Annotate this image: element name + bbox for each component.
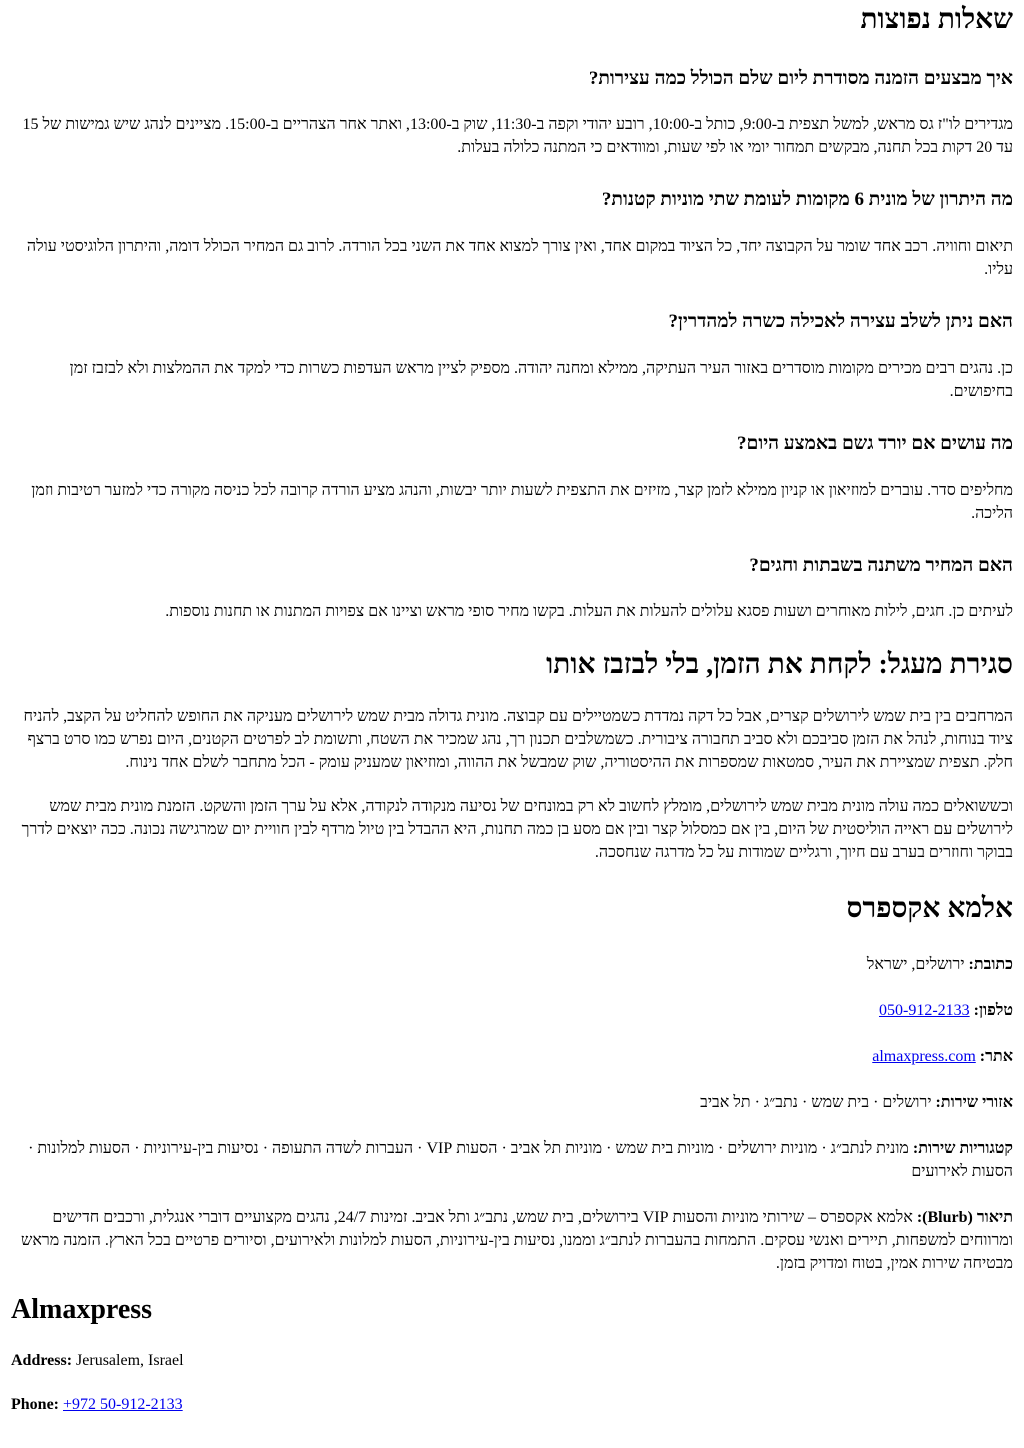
faq-question-3: האם ניתן לשלב עצירה לאכילה כשרה למהדרין?: [668, 311, 1013, 333]
company-en-phone: [11, 1393, 1013, 1416]
company-en-address: [11, 1349, 1013, 1372]
closing-paragraph-1: המרחבים בין בית שמש לירושלים קצרים, אבל כל דקה נמדדת כשמטיילים עם קבוצה. מונית גדולה מבית שמש לירושלים מעניקה את החופש להחליט על הקצב, להניח ציוד בנוחות, לנהל את הזמן סביבכם ולא סביב תחבורה ציבורית. כשמשלבים תכנון רך, נהג שמכיר את השטח, ותשומת לב לפרטים הקטנים, היום נפרש כמו סרט ברצף חלק. תצפית שמציירת את העיר, סמטאות שמספרות את ההיסטוריה, שוק שמבשל את ההווה, ומוזיאון שמעניק עומק - הכל מתחבר לשלם אחד נינוח.: [23, 707, 1013, 771]
areas-value: ירושלים · בית שמש · נתב״ג · תל אביב: [700, 1093, 932, 1111]
faq-answer-5: לעיתים כן. חגים, לילות מאוחרים ושעות פסגא עלולים להעלות את העלות. בקשו מחיר סופי מראש וציינו אם צפויות המתנות או תחנות נוספות.: [165, 603, 1013, 621]
address-value: ירושלים, ישראל: [866, 955, 965, 973]
closing-paragraph-2: וכששואלים כמה עולה מונית מבית שמש לירושלים, מומלץ לחשוב לא רק במונחים של נסיעה מנקודה לנקודה, אלא על ערך הזמן והשקט. הזמנת מונית מבית שמש לירושלים עם ראייה הוליסטית של היום, בין אם כמסלול קצר ובין אם מסע בן כמה תחנות, היא ההבדל בין טיול מרדף לבין חוויית יום שמרגישה נכונה. ככה יוצאים לדרך בבוקר וחוזרים בערב עם חיוך, ורגליים שמודות על כל מדרגה שנחסכה.: [21, 797, 1013, 861]
address-en-label: Address:: [11, 1352, 73, 1370]
closing-section: [11, 648, 1013, 864]
faq-question-1: איך מבצעים הזמנה מסודרת ליום שלם הכולל כמה עצירות?: [588, 67, 1013, 89]
company-he-address: [11, 953, 1013, 976]
address-label: כתובת:: [968, 955, 1013, 973]
site-link[interactable]: almaxpress.com: [872, 1047, 976, 1065]
blurb-value: אלמא אקספרס – שירותי מוניות והסעות VIP בירושלים, בית שמש, נתב״ג ותל אביב. זמינות 24/7, נהגים מקצועיים דוברי אנגלית, ורכבים חדישים ומרווחים למשפחות, תיירים ואנשי עסקים. התמחות בהעברות לנתב״ג וממנו, נסיעות בין-עירוניות, הסעות למלונות ולאירועים, וסיורים פרטיים בכל הארץ. הזמנה מראש מבטיחה שירות אמין, בטוח ומדויק בזמן.: [20, 1208, 1013, 1272]
blurb-label: תיאור (Blurb):: [916, 1208, 1013, 1226]
faq-question-2: מה היתרון של מונית 6 מקומות לעומת שתי מוניות קטנות?: [601, 189, 1013, 211]
faq-question-4: מה עושים אם יורד גשם באמצע היום?: [736, 432, 1013, 454]
site-label: אתר:: [979, 1047, 1013, 1065]
company-he-phone: [11, 999, 1013, 1022]
faq-answer-3: כן. נהגים רבים מכירים מקומות מוסדרים באזור העיר העתיקה, ממילא ומחנה יהודה. מספיק לציין מראש העדפות כשרות כדי למקד את ההמלצות ולא לבזבז זמן בחיפושים.: [69, 359, 1013, 400]
faq-title: שאלות נפוצות: [860, 4, 1013, 35]
categories-value: מונית לנתב״ג · מוניות ירושלים · מוניות בית שמש · מוניות תל אביב · הסעות VIP · העברות לשדה התעופה · נסיעות בין-עירוניות · הסעות למלונות · הסעות לאירועים: [28, 1139, 1013, 1180]
company-he-site: [11, 1045, 1013, 1068]
faq-section: [11, 3, 1013, 623]
company-he-title: אלמא אקספרס: [846, 892, 1013, 924]
phone-link[interactable]: 050-912-2133: [878, 1001, 970, 1019]
phone-en-label: Phone:: [11, 1396, 59, 1414]
company-en-section: [11, 1293, 1013, 1417]
company-he-section: [11, 892, 1013, 1275]
faq-answer-4: מחליפים סדר. עוברים למוזיאון או קניון ממילא לזמן קצר, מזיזים את התצפית לשעות יותר יבשות, והנהג מציע הורדה קרובה לכל כניסה מקורה כדי למזער רטיבות וזמן הליכה.: [31, 481, 1013, 522]
faq-answer-2: תיאום וחוויה. רכב אחד שומר על הקבוצה יחד, כל הציוד במקום אחד, ואין צורך למצוא אחד את השני בכל הורדה. לרוב גם המחיר הכולל דומה, והיתרון הלוגיסטי עולה עליו.: [26, 238, 1013, 279]
company-en-title: Almaxpress: [11, 1293, 153, 1325]
company-he-blurb: [11, 1206, 1013, 1275]
phone-label: טלפון:: [973, 1001, 1013, 1019]
areas-label: אזורי שירות:: [935, 1093, 1013, 1111]
company-he-areas: [11, 1091, 1013, 1114]
closing-title: סגירת מעגל: לקחת את הזמן, בלי לבזבז אותו: [546, 649, 1013, 681]
faq-question-5: האם המחיר משתנה בשבתות וחגים?: [749, 554, 1013, 576]
address-en-value: Jerusalem, Israel: [76, 1352, 184, 1370]
faq-answer-1: מגדירים לו"ז גס מראש, למשל תצפית ב-9:00, כותל ב-10:00, רובע יהודי וקפה ב-11:30, שוק ב-13:00, ואתר אחר הצהריים ב-15:00. מציינים לנהג שיש גמישות של 15 עד 20 דקות בכל תחנה, מבקשים תמחור יומי או לפי שעות, ומוודאים כי המתנה כלולה בעלות.: [22, 116, 1013, 157]
phone-en-link[interactable]: +972 50-912-2133: [63, 1396, 183, 1414]
company-he-categories: [11, 1137, 1013, 1183]
categories-label: קטגוריות שירות:: [912, 1139, 1013, 1157]
